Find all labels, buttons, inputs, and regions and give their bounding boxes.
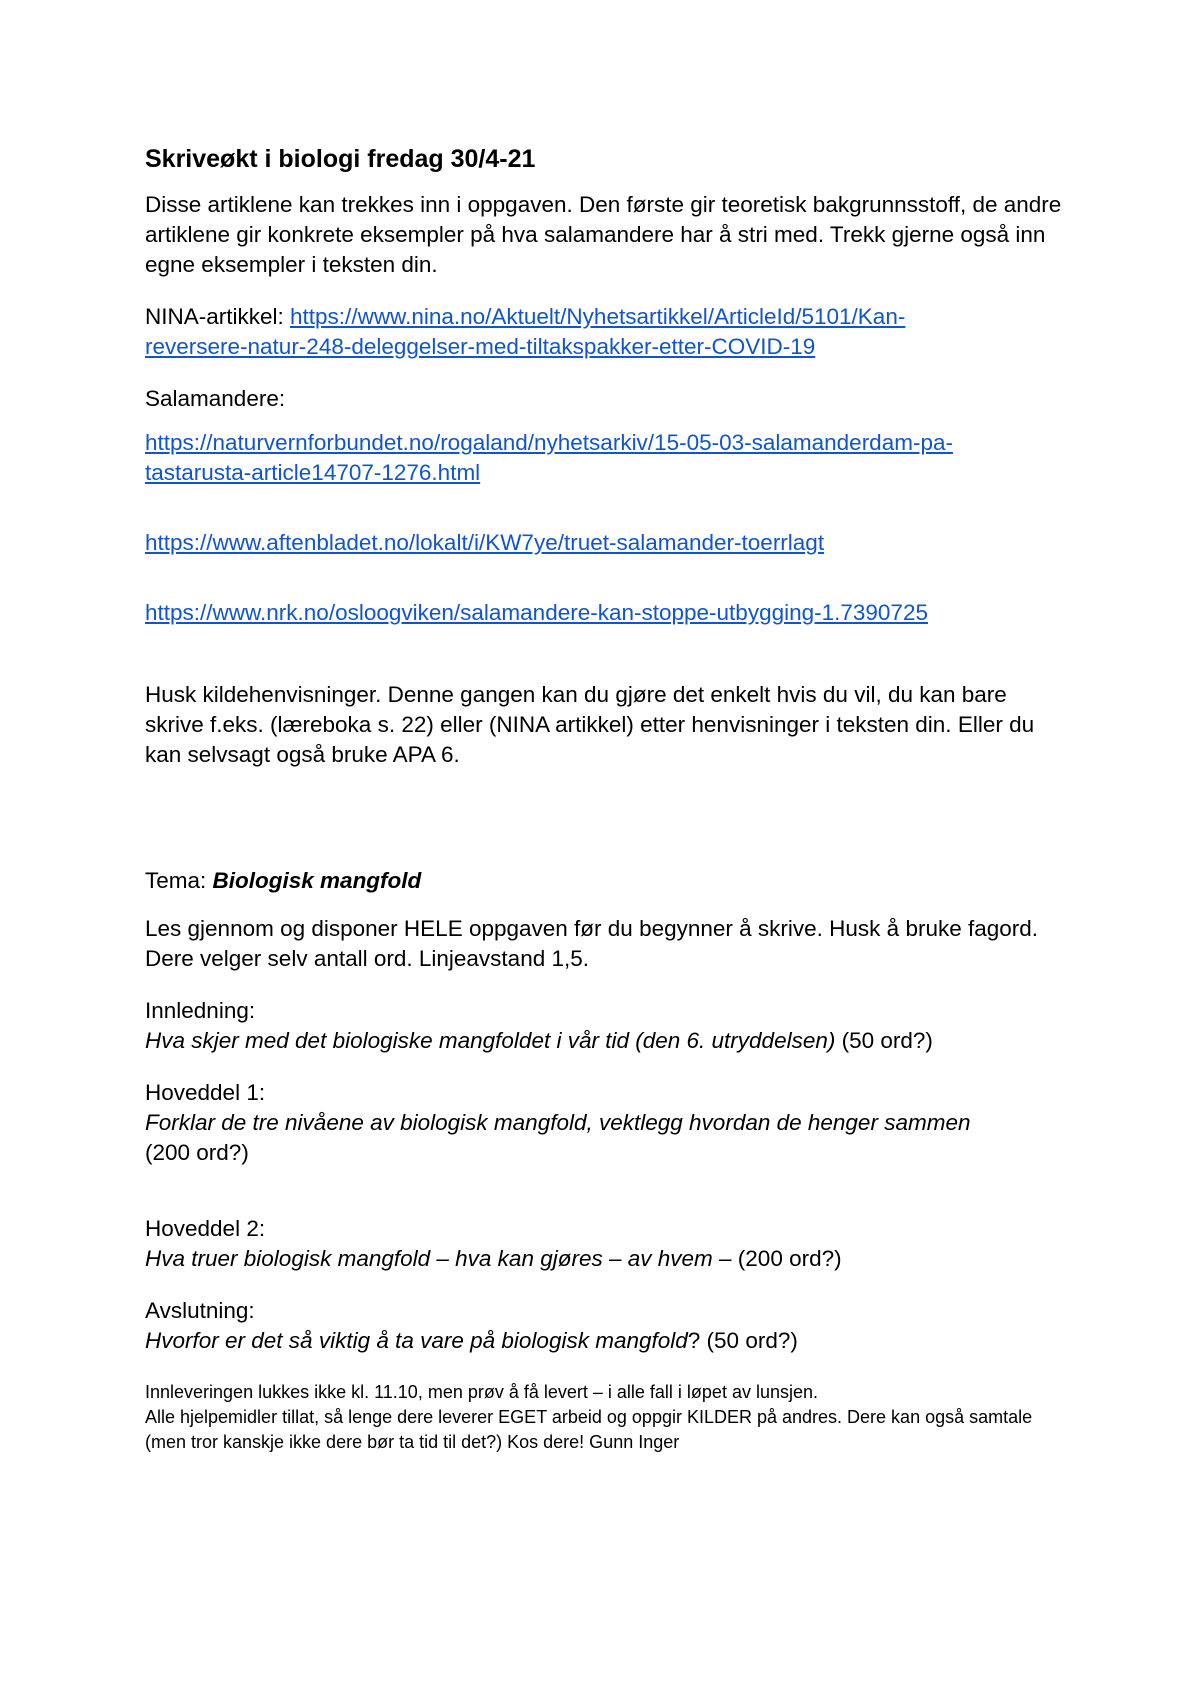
theme-line (145, 866, 1065, 896)
nina-article-line (145, 302, 1065, 362)
nrk-line (145, 598, 1065, 628)
naturvern-line (145, 428, 1065, 488)
main1-section-heading: Hoveddel 1: (145, 1080, 266, 1105)
instructions-paragraph: Les gjennom og disponer HELE oppgaven før du begynner å skrive. Husk å bruke fagord. Dere velger selv antall ord. Linjeavstand 1,5. (145, 916, 1039, 971)
nina-article-link[interactable]: https://www.nina.no/Aktuelt/Nyhetsartikkel/ArticleId/5101/Kan- reversere-natur-248-deleggelser-med-tiltakspakker-etter-COVID-19 (145, 304, 906, 359)
aftenbladet-line (145, 528, 1065, 558)
document-title: Skriveøkt i biologi fredag 30/4-21 (145, 145, 536, 173)
end-section-heading: Avslutning: (145, 1298, 255, 1323)
aftenbladet-link[interactable]: https://www.aftenbladet.no/lokalt/i/KW7ye/truet-salamander-toerrlagt (145, 530, 825, 555)
theme-value: Biologisk mangfold (212, 868, 422, 893)
main1-section-question: Forklar de tre nivåene av biologisk mangfold, vektlegg hvordan de henger sammen (145, 1110, 971, 1135)
intro-section-question: Hva skjer med det biologiske mangfoldet i vår tid (den 6. utryddelsen) (50 ord?) (145, 1028, 933, 1053)
main1-section-words: (200 ord?) (145, 1140, 249, 1165)
theme-label: Tema: (145, 868, 213, 893)
intro-section-heading: Innledning: (145, 998, 256, 1023)
footer-notes (145, 1380, 1065, 1455)
footer-line-1: Innleveringen lukkes ikke kl. 11.10, men prøv å få levert – i alle fall i løpet av lunsjen. (145, 1382, 818, 1402)
footer-line-2: Alle hjelpemidler tillat, så lenge dere leverer EGET arbeid og oppgir KILDER på andres. Dere kan også samtale (men tror kanskje ikke dere bør ta tid til det?) Kos dere! Gunn Inger (145, 1407, 1033, 1452)
nrk-link[interactable]: https://www.nrk.no/osloogviken/salamandere-kan-stoppe-utbygging-1.7390725 (145, 600, 928, 625)
intro-paragraph: Disse artiklene kan trekkes inn i oppgaven. Den første gir teoretisk bakgrunnsstoff, de andre artiklene gir konkrete eksempler på hva salamandere har å stri med. Trekk gjerne også inn egne eksempler i teksten din. (145, 192, 1062, 277)
main2-section-question: Hva truer biologisk mangfold – hva kan gjøres – av hvem – (200 ord?) (145, 1246, 842, 1271)
document-page (145, 142, 1065, 1455)
naturvern-link[interactable]: https://naturvernforbundet.no/rogaland/nyhetsarkiv/15-05-03-salamanderdam-pa- tastarusta-article14707-1276.html (145, 430, 953, 485)
nina-label: NINA-artikkel: (145, 304, 291, 329)
salamander-label: Salamandere: (145, 386, 286, 411)
references-paragraph: Husk kildehenvisninger. Denne gangen kan du gjøre det enkelt hvis du vil, du kan bare skrive f.eks. (læreboka s. 22) eller (NINA artikkel) etter henvisninger i teksten din. Eller du kan selvsagt også bruke APA 6. (145, 682, 1035, 767)
main2-section-heading: Hoveddel 2: (145, 1216, 266, 1241)
end-section-question: Hvorfor er det så viktig å ta vare på biologisk mangfold? (50 ord?) (145, 1328, 798, 1353)
